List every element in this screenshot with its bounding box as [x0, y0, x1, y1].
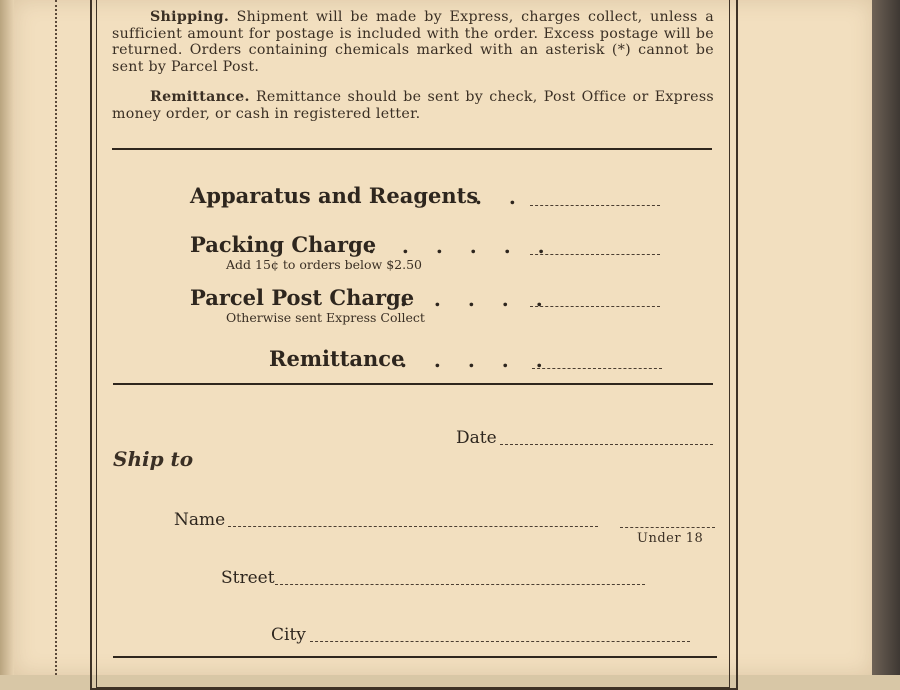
under-18-label: Under 18 — [637, 531, 704, 546]
date-label: Date — [456, 428, 497, 448]
remittance-heading: Remittance. — [150, 89, 250, 105]
remittance-label: Remittance — [269, 346, 405, 371]
middle-divider — [113, 383, 713, 385]
apparatus-amount-line[interactable] — [530, 205, 660, 206]
packing-label: Packing Charge — [190, 232, 377, 257]
shipping-paragraph — [112, 9, 714, 75]
shipping-heading: Shipping. — [150, 9, 230, 25]
left-page-edge — [0, 0, 14, 675]
city-label: City — [271, 625, 306, 645]
packing-note: Add 15¢ to orders below $2.50 — [226, 257, 423, 272]
top-divider — [112, 148, 712, 150]
name-label: Name — [174, 510, 226, 530]
remittance-text: Remittance should be sent by check, Post Office or Express money order, or cash in registered letter. — [112, 89, 715, 122]
right-background — [872, 0, 900, 675]
perforation-line — [55, 0, 57, 675]
packing-leaders: . . . . . . — [368, 234, 555, 258]
parcel-note: Otherwise sent Express Collect — [226, 310, 425, 325]
parcel-leaders: . . . . . — [400, 287, 553, 311]
date-field[interactable] — [500, 444, 713, 445]
packing-amount-line[interactable] — [530, 254, 660, 255]
street-label: Street — [221, 568, 275, 588]
parcel-amount-line[interactable] — [530, 306, 660, 307]
city-field[interactable] — [310, 641, 690, 642]
name-field[interactable] — [228, 526, 598, 527]
remittance-leaders: . . . . . — [400, 348, 553, 372]
parcel-label: Parcel Post Charge — [190, 285, 415, 310]
remittance-paragraph — [112, 89, 714, 122]
apparatus-label: Apparatus and Reagents — [190, 183, 479, 208]
street-field[interactable] — [275, 584, 645, 585]
remittance-amount-line[interactable] — [532, 368, 662, 369]
under-18-field[interactable] — [620, 527, 715, 528]
apparatus-leaders: . . — [475, 185, 526, 209]
ship-to-heading: Ship to — [113, 447, 194, 471]
bottom-divider — [113, 656, 717, 658]
shipping-text: Shipment will be made by Express, charges collect, unless a sufficient amount for postage is included with the order. Excess postage will be returned. Orders containing chemicals marked with an asterisk (*) cannot be sent by Parcel Post. — [112, 9, 714, 75]
